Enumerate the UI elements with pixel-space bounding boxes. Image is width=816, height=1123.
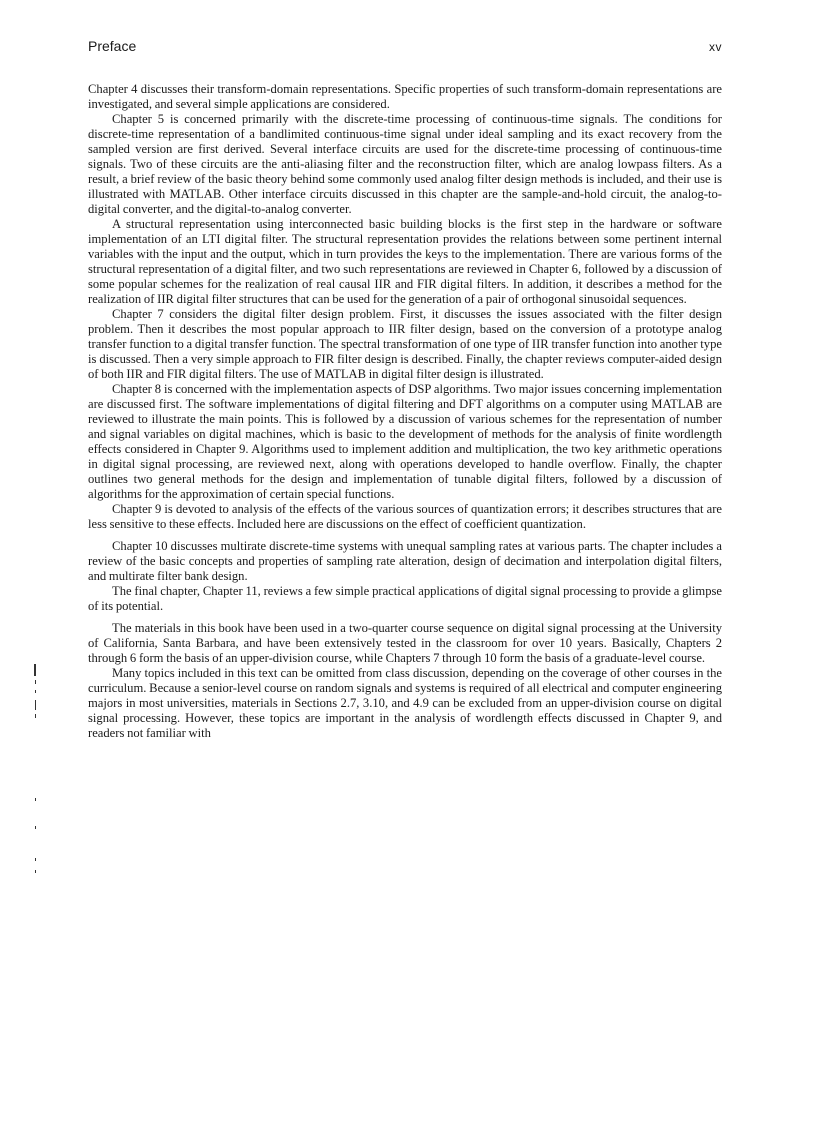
margin-mark: [35, 870, 36, 873]
margin-mark: [35, 680, 36, 684]
paragraph-chapter-11: The final chapter, Chapter 11, reviews a few simple practical applications of digital signal processing to provide a glimpse of its potential.: [88, 584, 722, 613]
paragraph-chapter-4: Chapter 4 discusses their transform-domain representations. Specific properties of such transform-domain representations are investigated, and several simple applications are considered.: [88, 82, 722, 111]
running-head: [88, 38, 722, 58]
margin-mark: [35, 798, 36, 801]
paragraph-chapter-5: Chapter 5 is concerned primarily with the discrete-time processing of continuous-time signals. The conditions for discrete-time representation of a bandlimited continuous-time signal under ideal sampling and its exact recovery from the sampled version are first derived. Several interface circuits are used for the discrete-time processing of continuous-time signals. Two of these circuits are the anti-aliasing filter and the reconstruction filter, which are analog lowpass filters. As a result, a brief review of the basic theory behind some commonly used analog filter design methods is included, and their use is illustrated with MATLAB. Other interface circuits discussed in this chapter are the sample-and-hold circuit, the analog-to-digital converter, and the digital-to-analog converter.: [88, 112, 722, 216]
paragraph-chapter-8: Chapter 8 is concerned with the implementation aspects of DSP algorithms. Two major issues concerning implementation are discussed first. The software implementations of digital filtering and DFT algorithms on a computer using MATLAB are reviewed to illustrate the main points. This is followed by a discussion of various schemes for the representation of number and signal variables on digital machines, which is basic to the development of methods for the analysis of finite wordlength effects considered in Chapter 9. Algorithms used to implement addition and multiplication, the two key arithmetic operations in digital signal processing, are reviewed next, along with operations developed to handle overflow. Finally, the chapter outlines two general methods for the design and implementation of tunable digital filters, followed by a discussion of algorithms for the approximation of certain special functions.: [88, 382, 722, 501]
margin-mark: [35, 714, 36, 718]
margin-mark: [35, 858, 36, 861]
paragraph-topics-omitted: Many topics included in this text can be omitted from class discussion, depending on the coverage of other courses in the curriculum. Because a senior-level course on random signals and systems is required of all electrical and computer engineering majors in most universities, materials in Sections 2.7, 3.10, and 4.9 can be excluded from an upper-division course on digital signal processing. However, these topics are important in the analysis of wordlength effects discussed in Chapter 9, and readers not familiar with: [88, 666, 722, 740]
margin-mark: [34, 664, 36, 676]
margin-mark: [35, 826, 36, 829]
running-head-title: Preface: [88, 38, 137, 54]
margin-mark: [35, 700, 36, 710]
paragraph-chapter-6: A structural representation using interconnected basic building blocks is the first step in the hardware or software implementation of an LTI digital filter. The structural representation provides the relations between some pertinent internal variables with the input and the output, which in turn provides the keys to the implementation. There are various forms of the structural representation of a digital filter, and two such representations are reviewed in Chapter 6, followed by a discussion of some popular schemes for the realization of real causal IIR and FIR digital filters. In addition, it describes a method for the realization of IIR digital filter structures that can be used for the generation of a pair of orthogonal sinusoidal sequences.: [88, 217, 722, 306]
paragraph-course-usage: The materials in this book have been used in a two-quarter course sequence on digital signal processing at the University of California, Santa Barbara, and have been extensively tested in the classroom for over 10 years. Basically, Chapters 2 through 6 form the basis of an upper-division course, while Chapters 7 through 10 form the basis of a graduate-level course.: [88, 621, 722, 665]
body-text: [88, 82, 722, 741]
page-number: xv: [709, 40, 722, 54]
paragraph-chapter-9: Chapter 9 is devoted to analysis of the effects of the various sources of quantization errors; it describes structures that are less sensitive to these effects. Included here are discussions on the effect of coefficient quantization.: [88, 502, 722, 531]
margin-mark: [35, 690, 36, 693]
paragraph-chapter-10: Chapter 10 discusses multirate discrete-time systems with unequal sampling rates at various parts. The chapter includes a review of the basic concepts and properties of sampling rate alteration, design of decimation and interpolation digital filters, and multirate filter bank design.: [88, 539, 722, 583]
paragraph-chapter-7: Chapter 7 considers the digital filter design problem. First, it discusses the issues associated with the filter design problem. Then it describes the most popular approach to IIR filter design, based on the conversion of a prototype analog transfer function to a digital transfer function. The spectral transformation of one type of IIR transfer function into another type is discussed. Then a very simple approach to FIR filter design is described. Finally, the chapter reviews computer-aided design of both IIR and FIR digital filters. The use of MATLAB in digital filter design is illustrated.: [88, 307, 722, 381]
